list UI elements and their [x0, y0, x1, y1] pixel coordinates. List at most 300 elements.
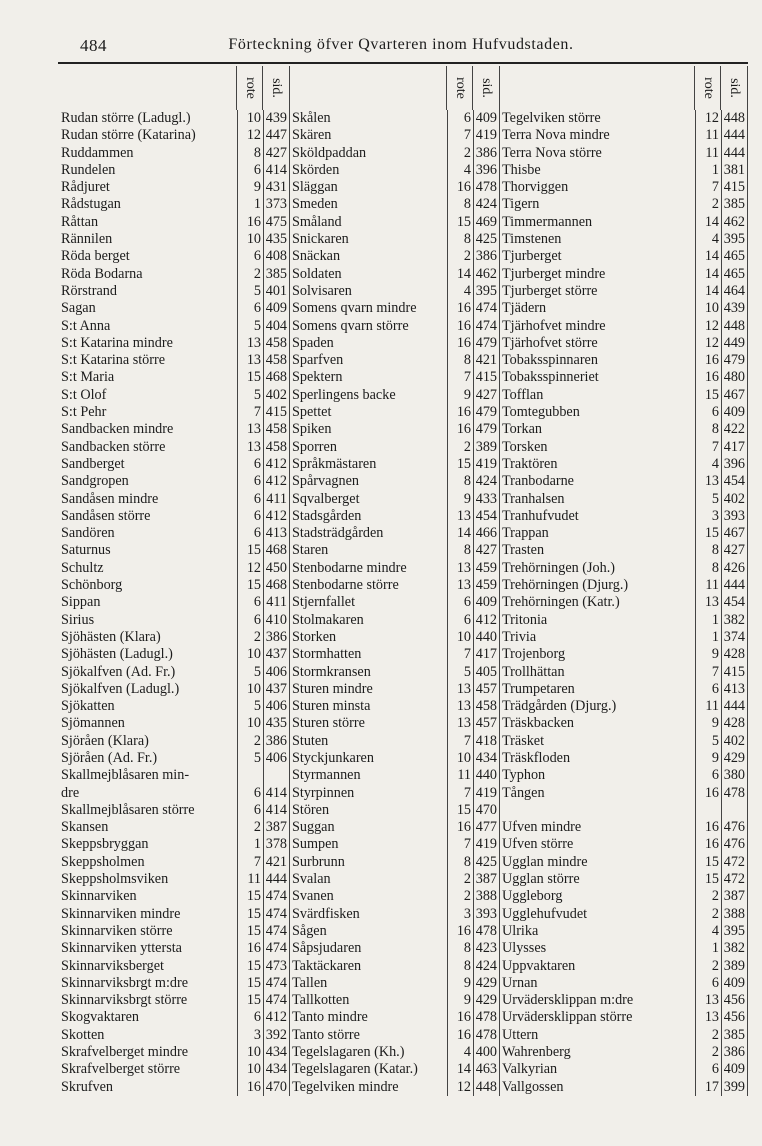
quarter-name [290, 473, 447, 490]
page-reference: 462 [721, 214, 748, 231]
rote-number: 8 [447, 473, 473, 490]
quarter-name [290, 318, 447, 335]
quarter-name-text: Sandgropen [61, 473, 129, 490]
rote-number: 5 [237, 750, 263, 767]
quarter-name-text: Tranbodarne [502, 473, 574, 490]
page-reference: 402 [721, 733, 748, 750]
quarter-name [59, 248, 237, 265]
page-reference: 427 [721, 542, 748, 559]
page-reference: 414 [263, 785, 290, 802]
page-reference: 458 [263, 439, 290, 456]
column-header-sid [473, 66, 500, 110]
quarter-name-text: Traktören [502, 455, 558, 472]
page-reference: 457 [473, 681, 500, 698]
page-reference: 387 [473, 871, 500, 888]
quarter-name [290, 110, 447, 127]
quarter-name [290, 698, 447, 715]
quarter-name [290, 871, 447, 888]
quarter-name [290, 594, 447, 611]
rote-number: 8 [447, 542, 473, 559]
quarter-name-text: Svanen [292, 888, 334, 905]
page-reference: 424 [473, 958, 500, 975]
rote-number: 10 [447, 750, 473, 767]
rote-number: 13 [447, 508, 473, 525]
page-reference: 448 [721, 318, 748, 335]
quarter-name-text: Sippan [61, 594, 101, 611]
quarter-name-text: Torsken [502, 438, 548, 455]
quarter-name [500, 906, 695, 923]
quarter-name [500, 767, 695, 784]
page-reference: 387 [263, 819, 290, 836]
quarter-name [290, 681, 447, 698]
quarter-name [59, 733, 237, 750]
rote-number: 15 [237, 906, 263, 923]
page-reference [263, 767, 290, 784]
quarter-name-text: Skrafvelberget större [61, 1061, 181, 1078]
page-reference: 410 [263, 612, 290, 629]
rote-number: 6 [237, 612, 263, 629]
quarter-name [500, 871, 695, 888]
page-reference: 479 [473, 404, 500, 421]
rote-number: 1 [695, 940, 721, 957]
quarter-name-text: Spektern [292, 369, 343, 386]
quarter-name [290, 940, 447, 957]
rote-number: 2 [447, 145, 473, 162]
quarter-name-text: Skeppsholmen [61, 853, 145, 870]
rote-number: 13 [447, 698, 473, 715]
quarter-name [500, 196, 695, 213]
rote-number: 2 [237, 629, 263, 646]
quarter-name-text: Staren [292, 542, 329, 559]
page-reference: 435 [263, 231, 290, 248]
rote-number: 8 [695, 542, 721, 559]
quarter-name-text: Sandbacken mindre [61, 421, 174, 438]
rote-number: 16 [695, 819, 721, 836]
rote-number: 13 [695, 1009, 721, 1026]
page-reference: 425 [473, 854, 500, 871]
quarter-name [500, 387, 695, 404]
column-header-rote [237, 66, 263, 110]
page-reference: 421 [473, 352, 500, 369]
quarter-name [290, 629, 447, 646]
rote-number: 7 [447, 127, 473, 144]
page-reference: 433 [473, 491, 500, 508]
quarter-name [290, 231, 447, 248]
rote-number: 15 [447, 802, 473, 819]
quarter-name-text: Trivia [502, 628, 537, 645]
page-reference: 473 [263, 958, 290, 975]
rote-number: 6 [695, 975, 721, 992]
quarter-name-text: Skinnarviken yttersta [61, 940, 182, 957]
quarter-name [59, 404, 237, 421]
rote-number: 13 [447, 577, 473, 594]
rote-number: 16 [447, 923, 473, 940]
quarter-name-text: Timmermannen [502, 213, 593, 230]
rote-number: 5 [237, 664, 263, 681]
rote-number: 1 [237, 836, 263, 853]
page-reference: 470 [263, 1079, 290, 1096]
page-reference: 417 [721, 439, 748, 456]
page-reference: 474 [473, 318, 500, 335]
page-reference: 466 [473, 525, 500, 542]
quarter-name [59, 992, 237, 1009]
quarter-name [290, 508, 447, 525]
rote-number: 10 [237, 110, 263, 127]
quarter-name-text: Urnan [502, 974, 538, 991]
quarter-name [500, 404, 695, 421]
quarter-name-text: Thisbe [502, 161, 541, 178]
page-reference: 389 [473, 439, 500, 456]
rote-number: 10 [237, 681, 263, 698]
quarter-name [59, 836, 237, 853]
quarter-name [59, 681, 237, 698]
quarter-name-text: Tjärhofvet mindre [502, 317, 606, 334]
page-reference: 458 [263, 352, 290, 369]
rote-number: 2 [695, 196, 721, 213]
page-reference: 477 [473, 819, 500, 836]
quarter-name [59, 473, 237, 490]
quarter-name [59, 664, 237, 681]
rote-number: 6 [237, 162, 263, 179]
rote-number: 13 [237, 439, 263, 456]
quarter-name [59, 871, 237, 888]
quarter-name [500, 145, 695, 162]
quarter-name-text: Tegelviken mindre [292, 1078, 399, 1095]
quarter-name [290, 958, 447, 975]
rote-number: 16 [237, 1079, 263, 1096]
rote-number: 10 [237, 715, 263, 732]
quarter-name-text: Thorviggen [502, 179, 569, 196]
quarter-name-text: Solvisaren [292, 282, 352, 299]
page-reference: 463 [473, 1061, 500, 1078]
quarter-name [290, 196, 447, 213]
rote-number: 1 [695, 612, 721, 629]
quarter-name-text: Tegelslagaren (Kh.) [292, 1044, 405, 1061]
index-column-1 [59, 66, 290, 1106]
rote-number: 14 [695, 266, 721, 283]
quarter-name-text: Tanto större [292, 1026, 360, 1043]
rote-number: 15 [695, 854, 721, 871]
rote-number: 6 [447, 110, 473, 127]
quarter-name-text: Tången [502, 784, 545, 801]
quarter-name [500, 681, 695, 698]
quarter-name-text: Styrmannen [292, 767, 361, 784]
quarter-name-text: S:t Katarina mindre [61, 334, 173, 351]
quarter-name [59, 854, 237, 871]
page-reference: 444 [721, 145, 748, 162]
quarter-name-text: S:t Maria [61, 369, 115, 386]
page-reference: 393 [721, 508, 748, 525]
rote-number: 5 [695, 491, 721, 508]
quarter-name-text: Sirius [61, 611, 95, 628]
rote-number: 8 [237, 145, 263, 162]
page-reference: 478 [473, 1009, 500, 1026]
column-header-sid [263, 66, 290, 110]
quarter-name [290, 975, 447, 992]
quarter-name-text: Släggan [292, 179, 338, 196]
rote-number: 15 [695, 525, 721, 542]
page-reference: 440 [473, 767, 500, 784]
rote-number: 7 [237, 854, 263, 871]
rote-number: 15 [237, 958, 263, 975]
rote-number [237, 767, 263, 784]
page-reference: 456 [721, 1009, 748, 1026]
page-reference: 468 [263, 369, 290, 386]
quarter-name [500, 733, 695, 750]
quarter-name [59, 162, 237, 179]
rote-number: 12 [237, 560, 263, 577]
page-reference: 474 [263, 906, 290, 923]
quarter-name-text: Ruddammen [61, 144, 134, 161]
quarter-name-text: Spettet [292, 404, 332, 421]
quarter-name-text: Sjöråen (Ad. Fr.) [61, 749, 158, 766]
rote-number: 16 [447, 1009, 473, 1026]
rote-number: 14 [695, 214, 721, 231]
page-reference: 444 [721, 127, 748, 144]
quarter-name-text: S:t Katarina större [61, 352, 166, 369]
quarter-name-text: Sjöhästen (Klara) [61, 628, 161, 645]
page-reference: 448 [721, 110, 748, 127]
page-reference: 402 [263, 387, 290, 404]
quarter-name [290, 1079, 447, 1096]
quarter-name-text: Skålen [292, 110, 331, 126]
quarter-name [59, 560, 237, 577]
rote-number: 8 [447, 854, 473, 871]
rote-number: 15 [695, 871, 721, 888]
rote-number: 15 [237, 369, 263, 386]
page-reference: 427 [263, 145, 290, 162]
quarter-name-text: Styckjunkaren [292, 749, 374, 766]
rote-number: 8 [447, 231, 473, 248]
page-reference: 439 [721, 300, 748, 317]
page-reference: 378 [263, 836, 290, 853]
rote-number: 8 [695, 560, 721, 577]
rote-number: 6 [237, 473, 263, 490]
rote-number: 7 [447, 785, 473, 802]
page-reference: 449 [721, 335, 748, 352]
page-reference: 447 [263, 127, 290, 144]
quarter-name [290, 352, 447, 369]
quarter-name-text: Ugglan mindre [502, 853, 588, 870]
quarter-name [500, 508, 695, 525]
quarter-name [290, 906, 447, 923]
quarter-name [500, 421, 695, 438]
page-reference: 395 [721, 923, 748, 940]
quarter-name-text: Sporren [292, 438, 337, 455]
quarter-name [500, 664, 695, 681]
page-reference: 427 [473, 542, 500, 559]
rote-number: 5 [237, 318, 263, 335]
quarter-name [500, 542, 695, 559]
quarter-name-text: Sandbacken större [61, 438, 166, 455]
quarter-name [500, 1079, 695, 1096]
column-header-name [59, 66, 237, 110]
page-reference: 457 [473, 715, 500, 732]
quarter-name [500, 110, 695, 127]
column-header-rote [695, 66, 721, 110]
quarter-name [59, 214, 237, 231]
page-reference: 406 [263, 698, 290, 715]
quarter-name [59, 439, 237, 456]
quarter-name-text: Skrufven [61, 1078, 114, 1095]
quarter-name-text: Stören [292, 801, 330, 818]
page-reference: 417 [473, 646, 500, 663]
quarter-name-text: Tranhufvudet [502, 507, 579, 524]
rote-number: 13 [695, 473, 721, 490]
rote-number: 16 [695, 369, 721, 386]
quarter-name [290, 525, 447, 542]
quarter-name [290, 145, 447, 162]
page-reference: 413 [263, 525, 290, 542]
page-reference: 385 [263, 266, 290, 283]
quarter-name [500, 266, 695, 283]
rote-number: 9 [695, 646, 721, 663]
page-reference: 425 [473, 231, 500, 248]
page-reference: 386 [473, 145, 500, 162]
quarter-name-text: Skinnarviksberget [61, 957, 164, 974]
page-reference: 386 [263, 629, 290, 646]
quarter-name-text: Sköldpaddan [292, 144, 367, 161]
rote-number: 16 [447, 300, 473, 317]
page-reference: 409 [721, 975, 748, 992]
rote-number: 10 [237, 231, 263, 248]
quarter-name [290, 664, 447, 681]
rote-number: 14 [447, 266, 473, 283]
quarter-name [500, 819, 695, 836]
quarter-name-text: Tallen [292, 974, 328, 991]
page-reference: 444 [721, 698, 748, 715]
page-reference: 393 [473, 906, 500, 923]
quarter-name [500, 318, 695, 335]
quarter-name [500, 473, 695, 490]
quarter-name [59, 750, 237, 767]
quarter-name-text: Sandören [61, 525, 115, 542]
rote-number: 7 [695, 179, 721, 196]
quarter-name-text: Soldaten [292, 265, 342, 282]
quarter-name [290, 335, 447, 352]
rote-number: 5 [447, 664, 473, 681]
quarter-name-text: Ugglan större [502, 871, 580, 888]
quarter-name-text: Rådstugan [61, 196, 121, 213]
quarter-name [59, 906, 237, 923]
rote-number: 6 [237, 508, 263, 525]
column-header-sid-label: sid. [269, 78, 284, 98]
quarter-name-text: Trehörningen (Djurg.) [502, 577, 629, 594]
page-reference: 476 [721, 836, 748, 853]
page-title: Förteckning öfver Qvarteren inom Hufvudstaden. [228, 36, 574, 53]
page-reference: 395 [721, 231, 748, 248]
quarter-name [500, 646, 695, 663]
quarter-name [290, 819, 447, 836]
quarter-name-text: Stormhatten [292, 646, 362, 663]
quarter-name [290, 179, 447, 196]
quarter-name [290, 750, 447, 767]
rote-number: 9 [695, 715, 721, 732]
quarter-name [59, 785, 237, 802]
quarter-name [500, 300, 695, 317]
quarter-name-text: Skrafvelberget mindre [61, 1044, 188, 1061]
page-reference: 474 [263, 992, 290, 1009]
page-reference: 409 [473, 594, 500, 611]
page-reference: 437 [263, 646, 290, 663]
page-reference: 415 [721, 664, 748, 681]
page-reference: 429 [473, 975, 500, 992]
quarter-name-text: Trappan [502, 525, 549, 542]
page-reference: 388 [473, 888, 500, 905]
quarter-name [500, 854, 695, 871]
quarter-name-text: Surbrunn [292, 853, 345, 870]
page-reference: 406 [263, 664, 290, 681]
quarter-name [59, 508, 237, 525]
quarter-name-text: Sjökalfven (Ad. Fr.) [61, 663, 176, 680]
rote-number: 8 [447, 352, 473, 369]
quarter-name [500, 1027, 695, 1044]
rote-number: 15 [695, 387, 721, 404]
rote-number: 7 [695, 439, 721, 456]
rote-number: 10 [695, 300, 721, 317]
quarter-name-text: Ulrika [502, 922, 539, 939]
quarter-name-text: Sandberget [61, 455, 125, 472]
rote-number: 14 [695, 248, 721, 265]
page-reference: 437 [263, 681, 290, 698]
quarter-name [59, 318, 237, 335]
quarter-name [500, 715, 695, 732]
rote-number: 7 [237, 404, 263, 421]
rote-number: 6 [237, 1009, 263, 1026]
page-reference: 388 [721, 906, 748, 923]
quarter-name-text: Skinnarviken [61, 888, 137, 905]
rote-number: 16 [237, 214, 263, 231]
rote-number: 2 [447, 871, 473, 888]
page-reference: 421 [263, 854, 290, 871]
rote-number: 2 [695, 1044, 721, 1061]
quarter-name-text: Träsket [502, 732, 545, 749]
rote-number: 7 [695, 664, 721, 681]
quarter-name-text: Taktäckaren [292, 957, 362, 974]
quarter-name [290, 300, 447, 317]
quarter-name [500, 594, 695, 611]
rote-number: 2 [237, 819, 263, 836]
rote-number: 4 [695, 231, 721, 248]
quarter-name-text: Skansen [61, 819, 109, 836]
page-reference: 385 [721, 1027, 748, 1044]
quarter-name [59, 300, 237, 317]
quarter-name-text: Stenbodarne mindre [292, 559, 407, 576]
quarter-name-text: Skallmejblåsaren min- [61, 767, 190, 784]
rote-number: 6 [695, 767, 721, 784]
rote-number: 6 [447, 594, 473, 611]
quarter-name-text: Sjöhästen (Ladugl.) [61, 646, 173, 663]
rote-number: 6 [695, 404, 721, 421]
page-reference: 373 [263, 196, 290, 213]
quarter-name-text: Trehörningen (Joh.) [502, 559, 615, 576]
page-reference: 419 [473, 127, 500, 144]
page-reference: 396 [721, 456, 748, 473]
quarter-name-text: S:t Pehr [61, 404, 107, 421]
quarter-name-text: Typhon [502, 767, 546, 784]
rote-number: 1 [237, 196, 263, 213]
quarter-name-text: Skinnarviken större [61, 922, 173, 939]
rote-number: 4 [695, 456, 721, 473]
page-reference: 406 [263, 750, 290, 767]
quarter-name-text: Svärdfisken [292, 905, 360, 922]
quarter-name-text: Tjärhofvet större [502, 334, 598, 351]
page-reference: 409 [263, 300, 290, 317]
quarter-name [500, 940, 695, 957]
quarter-name-text: Tranhalsen [502, 490, 565, 507]
column-header-sid-label: sid. [479, 78, 494, 98]
quarter-name [290, 127, 447, 144]
